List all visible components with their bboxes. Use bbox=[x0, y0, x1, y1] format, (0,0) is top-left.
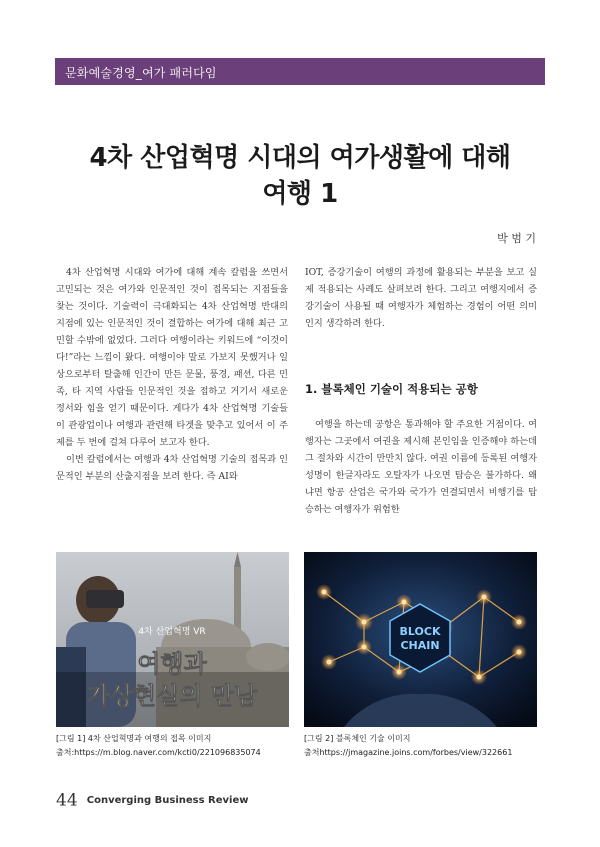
journal-name: Converging Business Review bbox=[86, 795, 249, 806]
paragraph: IOT, 증강기술이 여행의 과정에 활용되는 부분을 보고 실제 적용되는 사례도 살펴보려 한다. 그리고 여행지에서 증강기술이 사용될 때 여행자가 체험하는 경험이 어떤 의미인지 생각하려 한다. bbox=[305, 267, 537, 329]
figure-2-caption: [그림 2] 블록체인 기술 이미지 bbox=[304, 734, 411, 743]
figure-2-caption-block bbox=[304, 732, 512, 760]
figure-2-image bbox=[304, 552, 537, 727]
right-column-top bbox=[305, 264, 537, 332]
figure-1-headline-2: 가상현실의 만남 bbox=[86, 682, 258, 710]
vr-travel-illustration bbox=[56, 552, 289, 727]
right-column-bottom bbox=[305, 416, 537, 518]
figure-1-image bbox=[56, 552, 289, 727]
paragraph: 이번 칼럼에서는 여행과 4차 산업혁명 기술의 접목과 인문적인 부분의 산출지점을 보려 한다. 즉 AI와 bbox=[56, 454, 288, 482]
section-band bbox=[55, 58, 545, 85]
figure-2-chain-text: CHAIN bbox=[400, 639, 440, 652]
article-title-line1: 4차 산업혁명 시대의 여가생활에 대해 bbox=[89, 143, 511, 173]
figure-1-source: 출처:https://m.blog.naver.com/kcti0/221096835074 bbox=[56, 748, 261, 757]
left-column bbox=[56, 264, 288, 485]
figure-2-block-text: BLOCK bbox=[399, 625, 441, 638]
page-footer bbox=[56, 790, 249, 811]
author-name: 박 범 기 bbox=[497, 232, 536, 245]
figure-1-headline-1: 여행과 bbox=[137, 650, 207, 678]
page-number: 44 bbox=[56, 790, 78, 811]
figure-1-caption: [그림 1] 4차 산업혁명과 여행의 접목 이미지 bbox=[56, 734, 212, 743]
article-title-line2: 여행 1 bbox=[262, 179, 338, 209]
figure-1-caption-block bbox=[56, 732, 261, 760]
paragraph: 여행을 하는데 공항은 통과해야 할 주요한 거점이다. 여행자는 그곳에서 여권을 제시해 본인임을 인증해야 하는데 그 절차와 시간이 만만치 않다. 여권 이름에 등록된 여행자 성명이 한글자라도 오탈자가 나오면 탑승은 불가하다. 왜냐면 항공 산업은 국가와 국가가 연결되면서 비행기를 탑승하는 여행자가 위험한 bbox=[305, 419, 537, 515]
figure-1-small-text: 4차 산업혁명 VR bbox=[138, 627, 206, 637]
blockchain-illustration bbox=[304, 552, 537, 727]
section-heading: 1. 블록체인 기술이 적용되는 공항 bbox=[305, 382, 478, 396]
paragraph: 4차 산업혁명 시대와 여가에 대해 계속 칼럼을 쓰면서 고민되는 것은 여가와 인문적인 것이 접목되는 지점들을 찾는 것이다. 기술력이 극대화되는 4차 산업혁명 반대의 지점에 있는 인문적인 것이 결합하는 여가에 대해 최근 고민할 수밖에 없었다. 그러다 여행이라는 키워드에 “이것이다!”라는 느낌이 왔다. 여행이야 말로 가보지 못했거나 일상으로부터 탈출해 인간이 만든 문물, 풍경, 패션, 다른 민족, 타 지역 사람들 인문적인 것을 접하고 거기서 새로운 정서와 힘을 얻기 때문이다. 게다가 4차 산업혁명 기술들이 관광업이나 여행과 관련해 타겟을 맞추고 있어서 이 주제를 두 번에 걸쳐 다루어 보고자 한다. bbox=[56, 267, 288, 448]
section-label: 문화예술경영_여가 패러다임 bbox=[65, 66, 217, 80]
figure-2-source: 출처https://jmagazine.joins.com/forbes/view/322661 bbox=[304, 748, 513, 757]
